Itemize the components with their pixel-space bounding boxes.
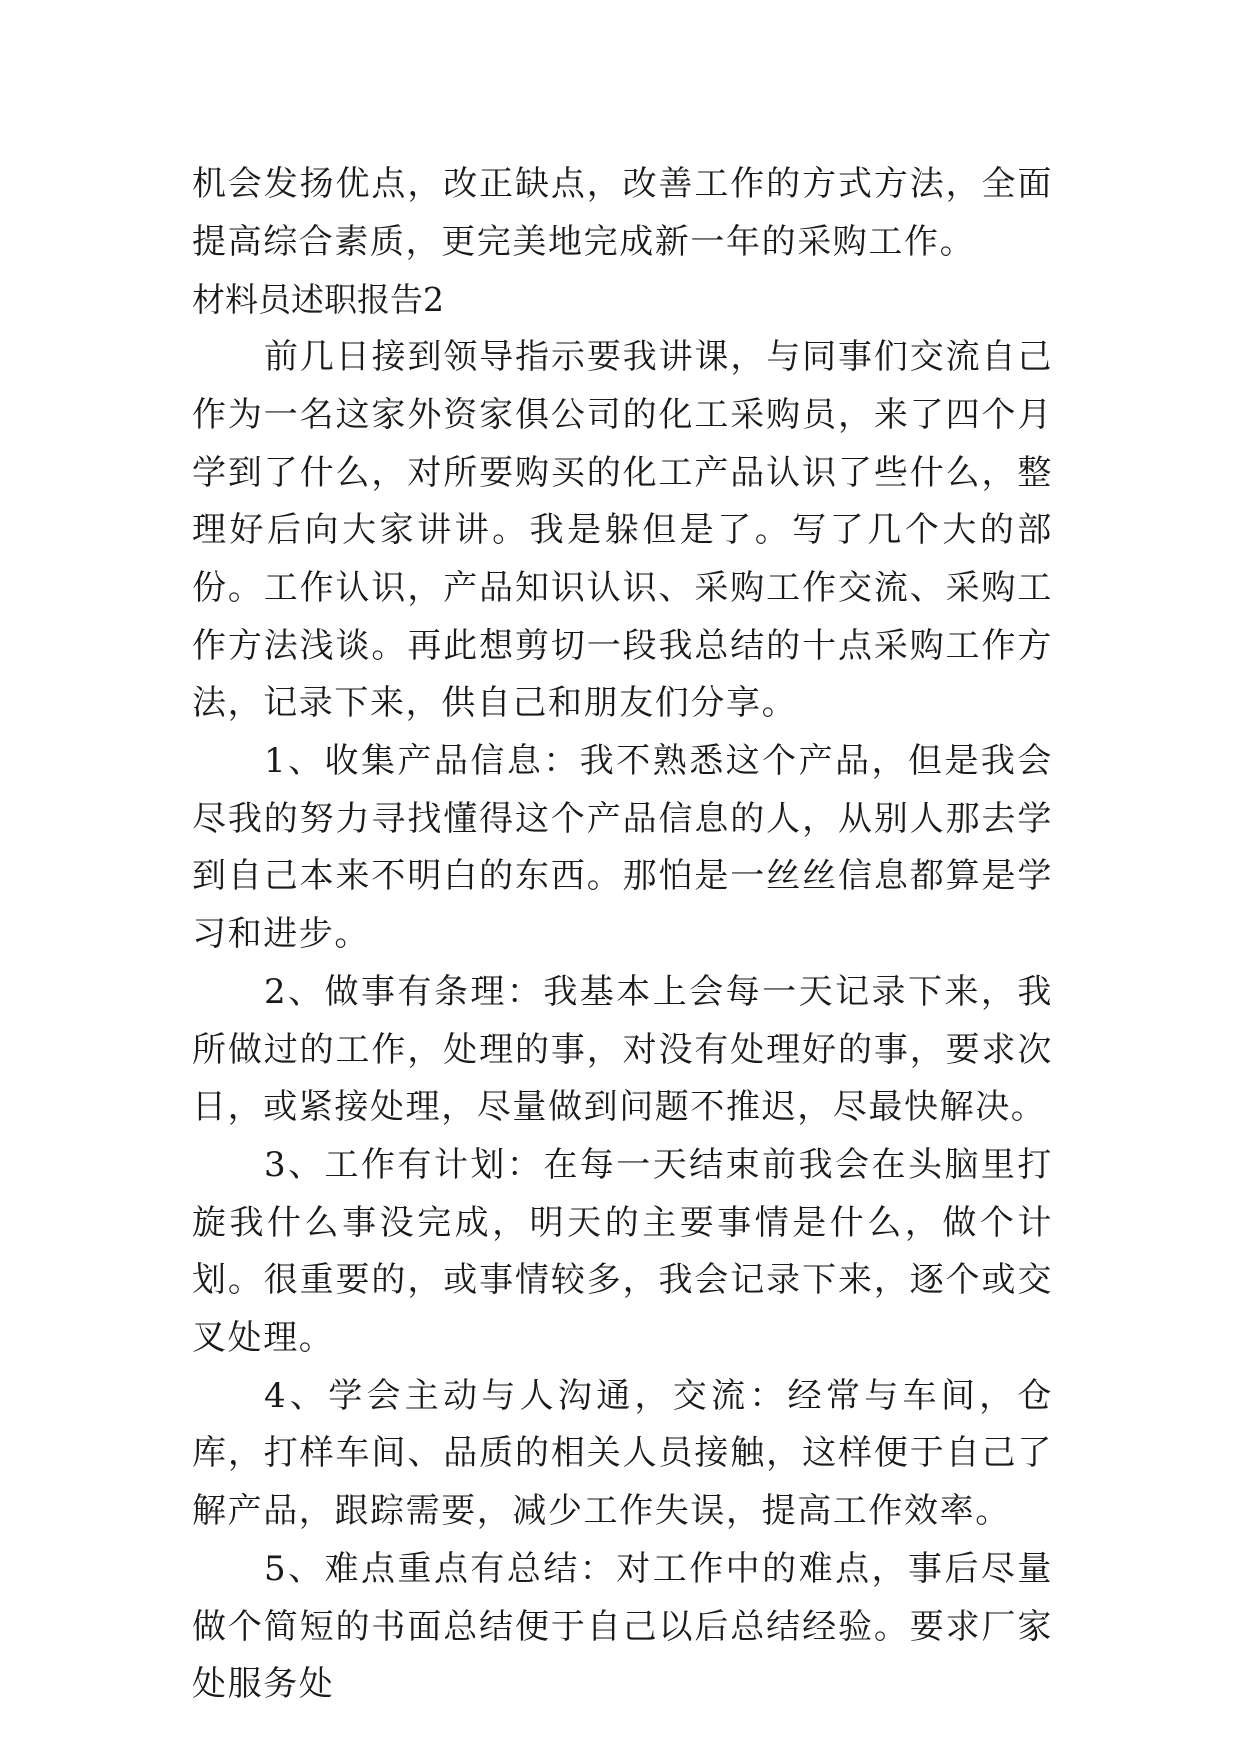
point-2-paragraph: 2、做事有条理：我基本上会每一天记录下来，我所做过的工作，处理的事，对没有处理好的事，要求次日，或紧接处理，尽量做到问题不推迟，尽最快解决。 xyxy=(192,971,1053,1128)
intro-paragraph: 前几日接到领导指示要我讲课，与同事们交流自己作为一名这家外资家俱公司的化工采购员，来了四个月学到了什么，对所要购买的化工产品认识了些什么，整理好后向大家讲讲。我是躲但是了。写了几个大的部份。工作认识，产品知识认识、采购工作交流、采购工作方法浅谈。再此想剪切一段我总结的十点采购工作方法，记录下来，供自己和朋友们分享。 xyxy=(192,337,1053,724)
point-4-paragraph: 4、学会主动与人沟通，交流：经常与车间，仓库，打样车间、品质的相关人员接触，这样便于自己了解产品，跟踪需要，减少工作失误，提高工作效率。 xyxy=(192,1375,1053,1532)
continuation-paragraph: 机会发扬优点，改正缺点，改善工作的方式方法，全面提高综合素质，更完美地完成新一年的采购工作。 xyxy=(192,164,1053,262)
point-3-paragraph: 3、工作有计划：在每一天结束前我会在头脑里打旋我什么事没完成，明天的主要事情是什么，做个计划。很重要的，或事情较多，我会记录下来，逐个或交叉处理。 xyxy=(192,1144,1053,1359)
point-5-paragraph: 5、难点重点有总结：对工作中的难点，事后尽量做个简短的书面总结便于自己以后总结经验。要求厂家处服务处 xyxy=(192,1548,1053,1705)
point-1-paragraph: 1、收集产品信息：我不熟悉这个产品，但是我会尽我的努力寻找懂得这个产品信息的人，从别人那去学到自己本来不明白的东西。那怕是一丝丝信息都算是学习和进步。 xyxy=(192,741,1053,955)
document-body xyxy=(192,156,1053,1714)
report-heading: 材料员述职报告2 xyxy=(192,280,444,320)
